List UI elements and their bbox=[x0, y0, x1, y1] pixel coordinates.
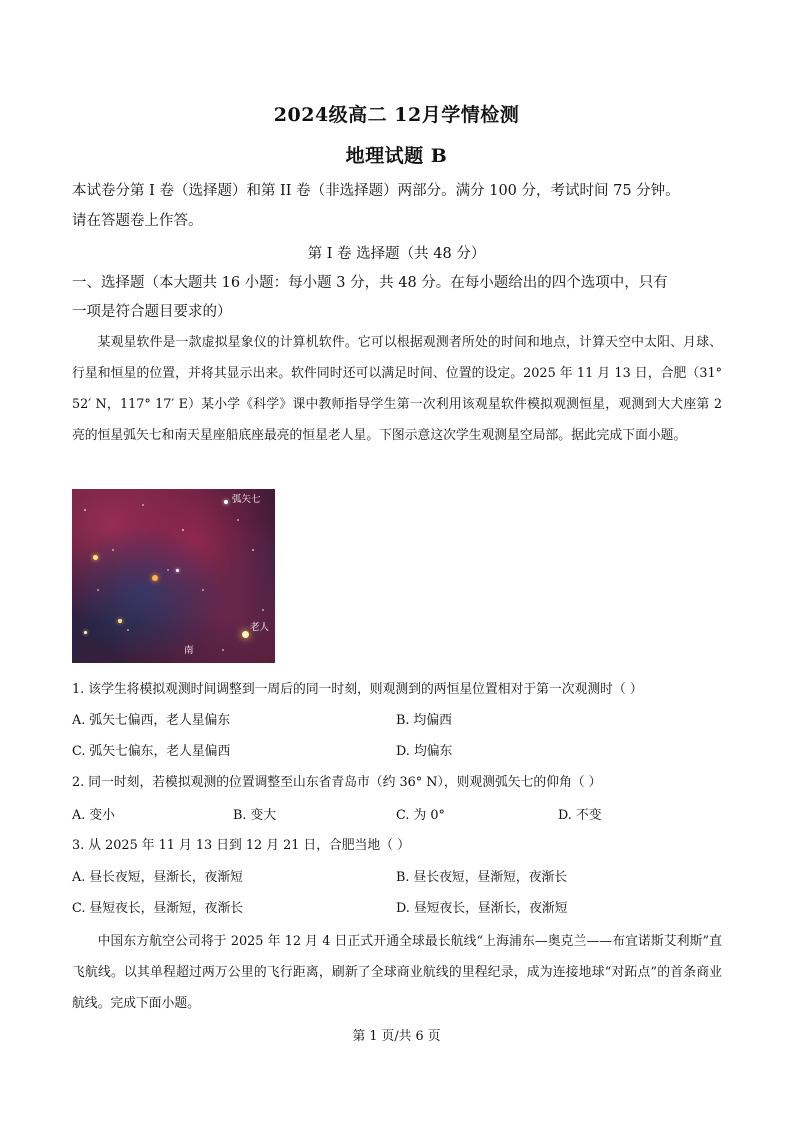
star-orange bbox=[152, 575, 158, 581]
section-heading: 第 I 卷 选择题（共 48 分） bbox=[307, 246, 486, 262]
question-3-option-d: D. 昼短夜长，昼渐长，夜渐短 bbox=[396, 901, 568, 916]
star-canopus bbox=[242, 631, 249, 638]
intro-line-2: 请在答题卷上作答。 bbox=[72, 213, 203, 229]
background-star bbox=[127, 629, 129, 631]
question-3-option-c: C. 昼短夜长，昼渐短，夜渐长 bbox=[72, 901, 244, 916]
background-star bbox=[237, 519, 239, 521]
question-3-stem: 3. 从 2025 年 11 月 13 日到 12 月 21 日，合肥当地（ ） bbox=[72, 838, 410, 853]
question-3-option-a: A. 昼长夜短，昼渐长，夜渐短 bbox=[72, 870, 243, 885]
exam-title: 2024级高二 12月学情检测 bbox=[273, 104, 520, 126]
star-yellow bbox=[93, 555, 98, 560]
question-2-option-a: A. 变小 bbox=[72, 808, 115, 823]
question-2-option-d: D. 不变 bbox=[558, 808, 602, 823]
section-instructions-line-1: 一、选择题（本大题共 16 小题：每小题 3 分，共 48 分。在每小题给出的四个选项中，只有 bbox=[72, 275, 668, 291]
question-1-option-d: D. 均偏东 bbox=[396, 744, 453, 759]
background-star bbox=[222, 649, 224, 651]
label-south: 南 bbox=[184, 645, 194, 656]
passage-star-observation: 某观星软件是一款虚拟星象仪的计算机软件。它可以根据观测者所处的时间和地点，计算天空中太阳、月球、行星和恒星的位置，并将其显示出来。软件同时还可以满足时间、位置的设定。2025 年 11 月 13 日，合肥（31° 52′ N，117° 17′ E）某小学《科学》课中教师指导学生第一次利用该观星软件模拟观测恒星，观测到大犬座第 2 亮的恒星弧矢七和南天星座船底座最亮的恒星老人星。下图示意这次学生观测星空局部。据此完成下面小题。 bbox=[72, 335, 722, 443]
page-number: 第 1 页/共 6 页 bbox=[352, 1029, 441, 1044]
passage-flight-route: 中国东方航空公司将于 2025 年 12 月 4 日正式开通全球最长航线“上海浦东—奥克兰——布宜诺斯艾利斯”直飞航线。以其单程超过两万公里的飞行距离，刷新了全球商业航线的里程纪录，成为连接地球“对跖点”的首条商业航线。完成下面小题。 bbox=[72, 934, 722, 1011]
label-adhara: 弧矢七 bbox=[232, 494, 261, 505]
background-star bbox=[252, 549, 254, 551]
background-star bbox=[142, 504, 144, 506]
background-star bbox=[262, 609, 264, 611]
section-instructions-line-2: 一项是符合题目要求的） bbox=[72, 304, 232, 320]
question-2-option-b: B. 变大 bbox=[233, 808, 277, 823]
background-star bbox=[97, 589, 99, 591]
question-1-option-b: B. 均偏西 bbox=[396, 713, 452, 728]
star-yellow bbox=[118, 619, 122, 623]
star-adhara bbox=[224, 500, 228, 504]
background-star bbox=[84, 509, 86, 511]
label-canopus: 老人 bbox=[250, 622, 270, 633]
background-star bbox=[202, 589, 204, 591]
intro-line-1: 本试卷分第 I 卷（选择题）和第 II 卷（非选择题）两部分。满分 100 分，考试时间 75 分钟。 bbox=[72, 183, 680, 199]
question-1-option-a: A. 弧矢七偏西，老人星偏东 bbox=[72, 713, 231, 728]
background-star bbox=[112, 549, 114, 551]
question-3-option-b: B. 昼长夜短，昼渐短，夜渐长 bbox=[396, 870, 568, 885]
background-star bbox=[182, 529, 184, 531]
star-yellow bbox=[84, 631, 87, 634]
background-star bbox=[167, 569, 169, 571]
exam-subtitle: 地理试题 B bbox=[345, 145, 448, 167]
question-1-stem: 1. 该学生将模拟观测时间调整到一周后的同一时刻，则观测到的两恒星位置相对于第一次观测时（ ） bbox=[72, 682, 643, 697]
star-map-figure bbox=[72, 489, 275, 663]
question-1-option-c: C. 弧矢七偏东，老人星偏西 bbox=[72, 744, 231, 759]
question-2-stem: 2. 同一时刻，若模拟观测的位置调整至山东省青岛市（约 36° N），则观测弧矢七的仰角（ ） bbox=[72, 775, 602, 790]
background-star bbox=[176, 569, 179, 572]
question-2-option-c: C. 为 0° bbox=[396, 808, 445, 823]
